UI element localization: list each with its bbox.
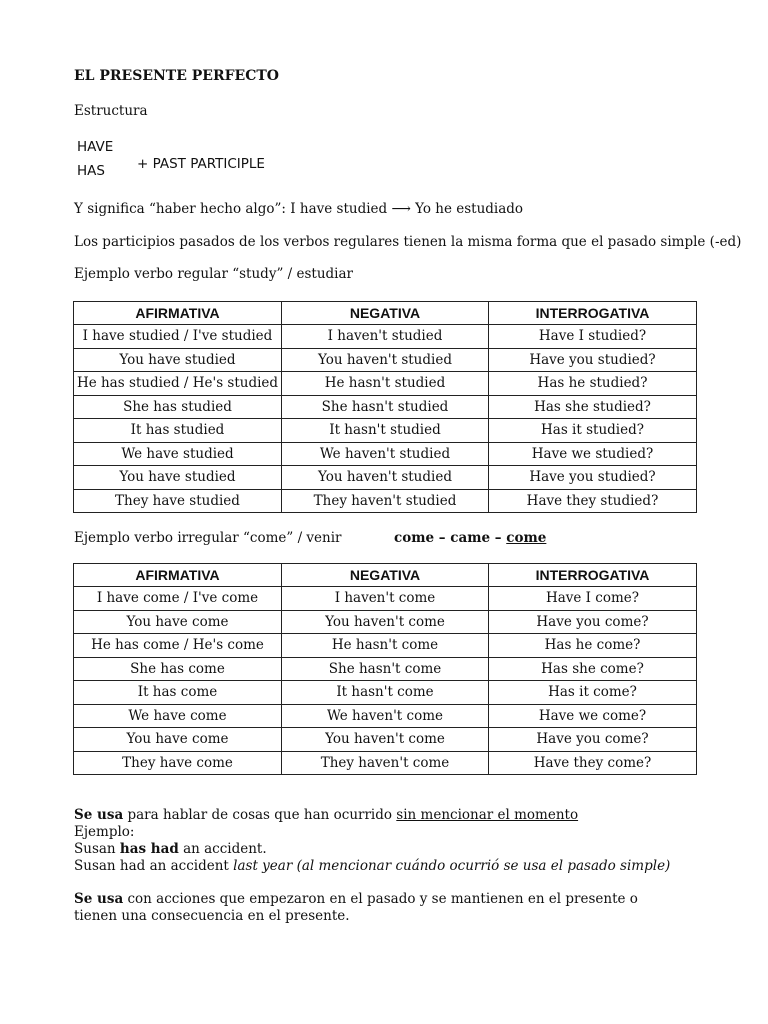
- negativa-cell: You haven't studied: [282, 466, 489, 490]
- interrogativa-cell: Has he come?: [489, 634, 697, 658]
- estructura-label: Estructura: [74, 103, 148, 119]
- header-afirmativa: AFIRMATIVA: [74, 302, 282, 325]
- verb-forms-prefix: come – came –: [394, 530, 507, 546]
- example-1-pre: Susan: [74, 841, 120, 857]
- interrogativa-cell: Has she come?: [489, 657, 697, 681]
- interrogativa-cell: Has he studied?: [489, 372, 697, 396]
- negativa-cell: They haven't studied: [282, 489, 489, 513]
- table-header-row: [74, 302, 697, 325]
- negativa-cell: You haven't come: [282, 610, 489, 634]
- interrogativa-cell: Have we come?: [489, 704, 697, 728]
- table-row: [74, 634, 697, 658]
- example-2-italic: last year (al mencionar cuándo ocurrió se usa el pasado simple): [233, 858, 671, 874]
- interrogativa-cell: Have you studied?: [489, 466, 697, 490]
- formula-past-participle: + PAST PARTICIPLE: [137, 156, 265, 172]
- example-2-pre: Susan had an accident: [74, 858, 234, 874]
- afirmativa-cell: You have come: [74, 610, 282, 634]
- interrogativa-cell: Have they studied?: [489, 489, 697, 513]
- afirmativa-cell: They have studied: [74, 489, 282, 513]
- interrogativa-cell: Has it studied?: [489, 419, 697, 443]
- header-interrogativa: INTERROGATIVA: [489, 302, 697, 325]
- table-row: [74, 751, 697, 775]
- negativa-cell: He hasn't come: [282, 634, 489, 658]
- interrogativa-cell: Have you come?: [489, 610, 697, 634]
- interrogativa-cell: Have we studied?: [489, 442, 697, 466]
- negativa-cell: It hasn't studied: [282, 419, 489, 443]
- irregular-verb-table-body: [74, 587, 697, 775]
- interrogativa-cell: Has it come?: [489, 681, 697, 705]
- se-usa-label: Se usa: [74, 891, 124, 907]
- afirmativa-cell: She has come: [74, 657, 282, 681]
- afirmativa-cell: They have come: [74, 751, 282, 775]
- header-negativa: NEGATIVA: [282, 302, 489, 325]
- ejemplo-label: Ejemplo:: [74, 824, 135, 840]
- header-negativa: NEGATIVA: [282, 564, 489, 587]
- negativa-cell: He hasn't studied: [282, 372, 489, 396]
- example-sentence-1: [74, 841, 714, 858]
- table-header-row: [74, 564, 697, 587]
- interrogativa-cell: Have they come?: [489, 751, 697, 775]
- irregular-example-label: Ejemplo verbo irregular “come” / venir: [74, 530, 342, 546]
- verb-forms: [394, 530, 546, 546]
- se-usa-label: Se usa: [74, 807, 124, 823]
- table-row: [74, 704, 697, 728]
- table-row: [74, 466, 697, 490]
- table-row: [74, 395, 697, 419]
- afirmativa-cell: You have studied: [74, 466, 282, 490]
- regular-example-label: Ejemplo verbo regular “study” / estudiar: [74, 266, 353, 282]
- interrogativa-cell: Have I studied?: [489, 325, 697, 349]
- header-afirmativa: AFIRMATIVA: [74, 564, 282, 587]
- table-row: [74, 657, 697, 681]
- example-1-post: an accident.: [178, 841, 267, 857]
- table-row: [74, 419, 697, 443]
- table-row: [74, 489, 697, 513]
- verb-forms-participle: come: [506, 530, 547, 546]
- afirmativa-cell: She has studied: [74, 395, 282, 419]
- interrogativa-cell: Have I come?: [489, 587, 697, 611]
- example-sentence-2: [74, 858, 714, 875]
- afirmativa-cell: We have come: [74, 704, 282, 728]
- usage-1-line: [74, 807, 714, 824]
- participles-text: Los participios pasados de los verbos regulares tienen la misma forma que el pasado simple (-ed): [74, 234, 742, 250]
- afirmativa-cell: We have studied: [74, 442, 282, 466]
- usage-2-text: con acciones que empezaron en el pasado y se mantienen en el presente o tienen una consecuencia en el presente.: [74, 891, 638, 924]
- table-row: [74, 442, 697, 466]
- negativa-cell: I haven't come: [282, 587, 489, 611]
- negativa-cell: She hasn't come: [282, 657, 489, 681]
- negativa-cell: I haven't studied: [282, 325, 489, 349]
- afirmativa-cell: He has come / He's come: [74, 634, 282, 658]
- table-row: [74, 325, 697, 349]
- table-row: [74, 610, 697, 634]
- negativa-cell: We haven't studied: [282, 442, 489, 466]
- regular-verb-table-body: [74, 325, 697, 513]
- table-row: [74, 728, 697, 752]
- interrogativa-cell: Have you studied?: [489, 348, 697, 372]
- negativa-cell: It hasn't come: [282, 681, 489, 705]
- negativa-cell: We haven't come: [282, 704, 489, 728]
- negativa-cell: You haven't come: [282, 728, 489, 752]
- afirmativa-cell: It has come: [74, 681, 282, 705]
- table-row: [74, 348, 697, 372]
- interrogativa-cell: Have you come?: [489, 728, 697, 752]
- meaning-text: Y significa “haber hecho algo”: I have studied ⟶ Yo he estudiado: [74, 201, 524, 217]
- afirmativa-cell: He has studied / He's studied: [74, 372, 282, 396]
- irregular-verb-table: [73, 563, 697, 775]
- formula-have: HAVE: [77, 139, 114, 155]
- afirmativa-cell: You have come: [74, 728, 282, 752]
- afirmativa-cell: You have studied: [74, 348, 282, 372]
- interrogativa-cell: Has she studied?: [489, 395, 697, 419]
- table-row: [74, 681, 697, 705]
- table-row: [74, 372, 697, 396]
- page-title: EL PRESENTE PERFECTO: [74, 68, 279, 84]
- header-interrogativa: INTERROGATIVA: [489, 564, 697, 587]
- usage-paragraph-2: [74, 891, 674, 925]
- afirmativa-cell: It has studied: [74, 419, 282, 443]
- afirmativa-cell: I have studied / I've studied: [74, 325, 282, 349]
- usage-paragraph-1: [74, 807, 714, 875]
- regular-verb-table: [73, 301, 697, 513]
- negativa-cell: They haven't come: [282, 751, 489, 775]
- negativa-cell: You haven't studied: [282, 348, 489, 372]
- negativa-cell: She hasn't studied: [282, 395, 489, 419]
- afirmativa-cell: I have come / I've come: [74, 587, 282, 611]
- example-1-bold: has had: [119, 841, 179, 857]
- formula-has: HAS: [77, 163, 105, 179]
- usage-1-underlined: sin mencionar el momento: [396, 807, 579, 823]
- usage-1-text: para hablar de cosas que han ocurrido: [123, 807, 397, 823]
- table-row: [74, 587, 697, 611]
